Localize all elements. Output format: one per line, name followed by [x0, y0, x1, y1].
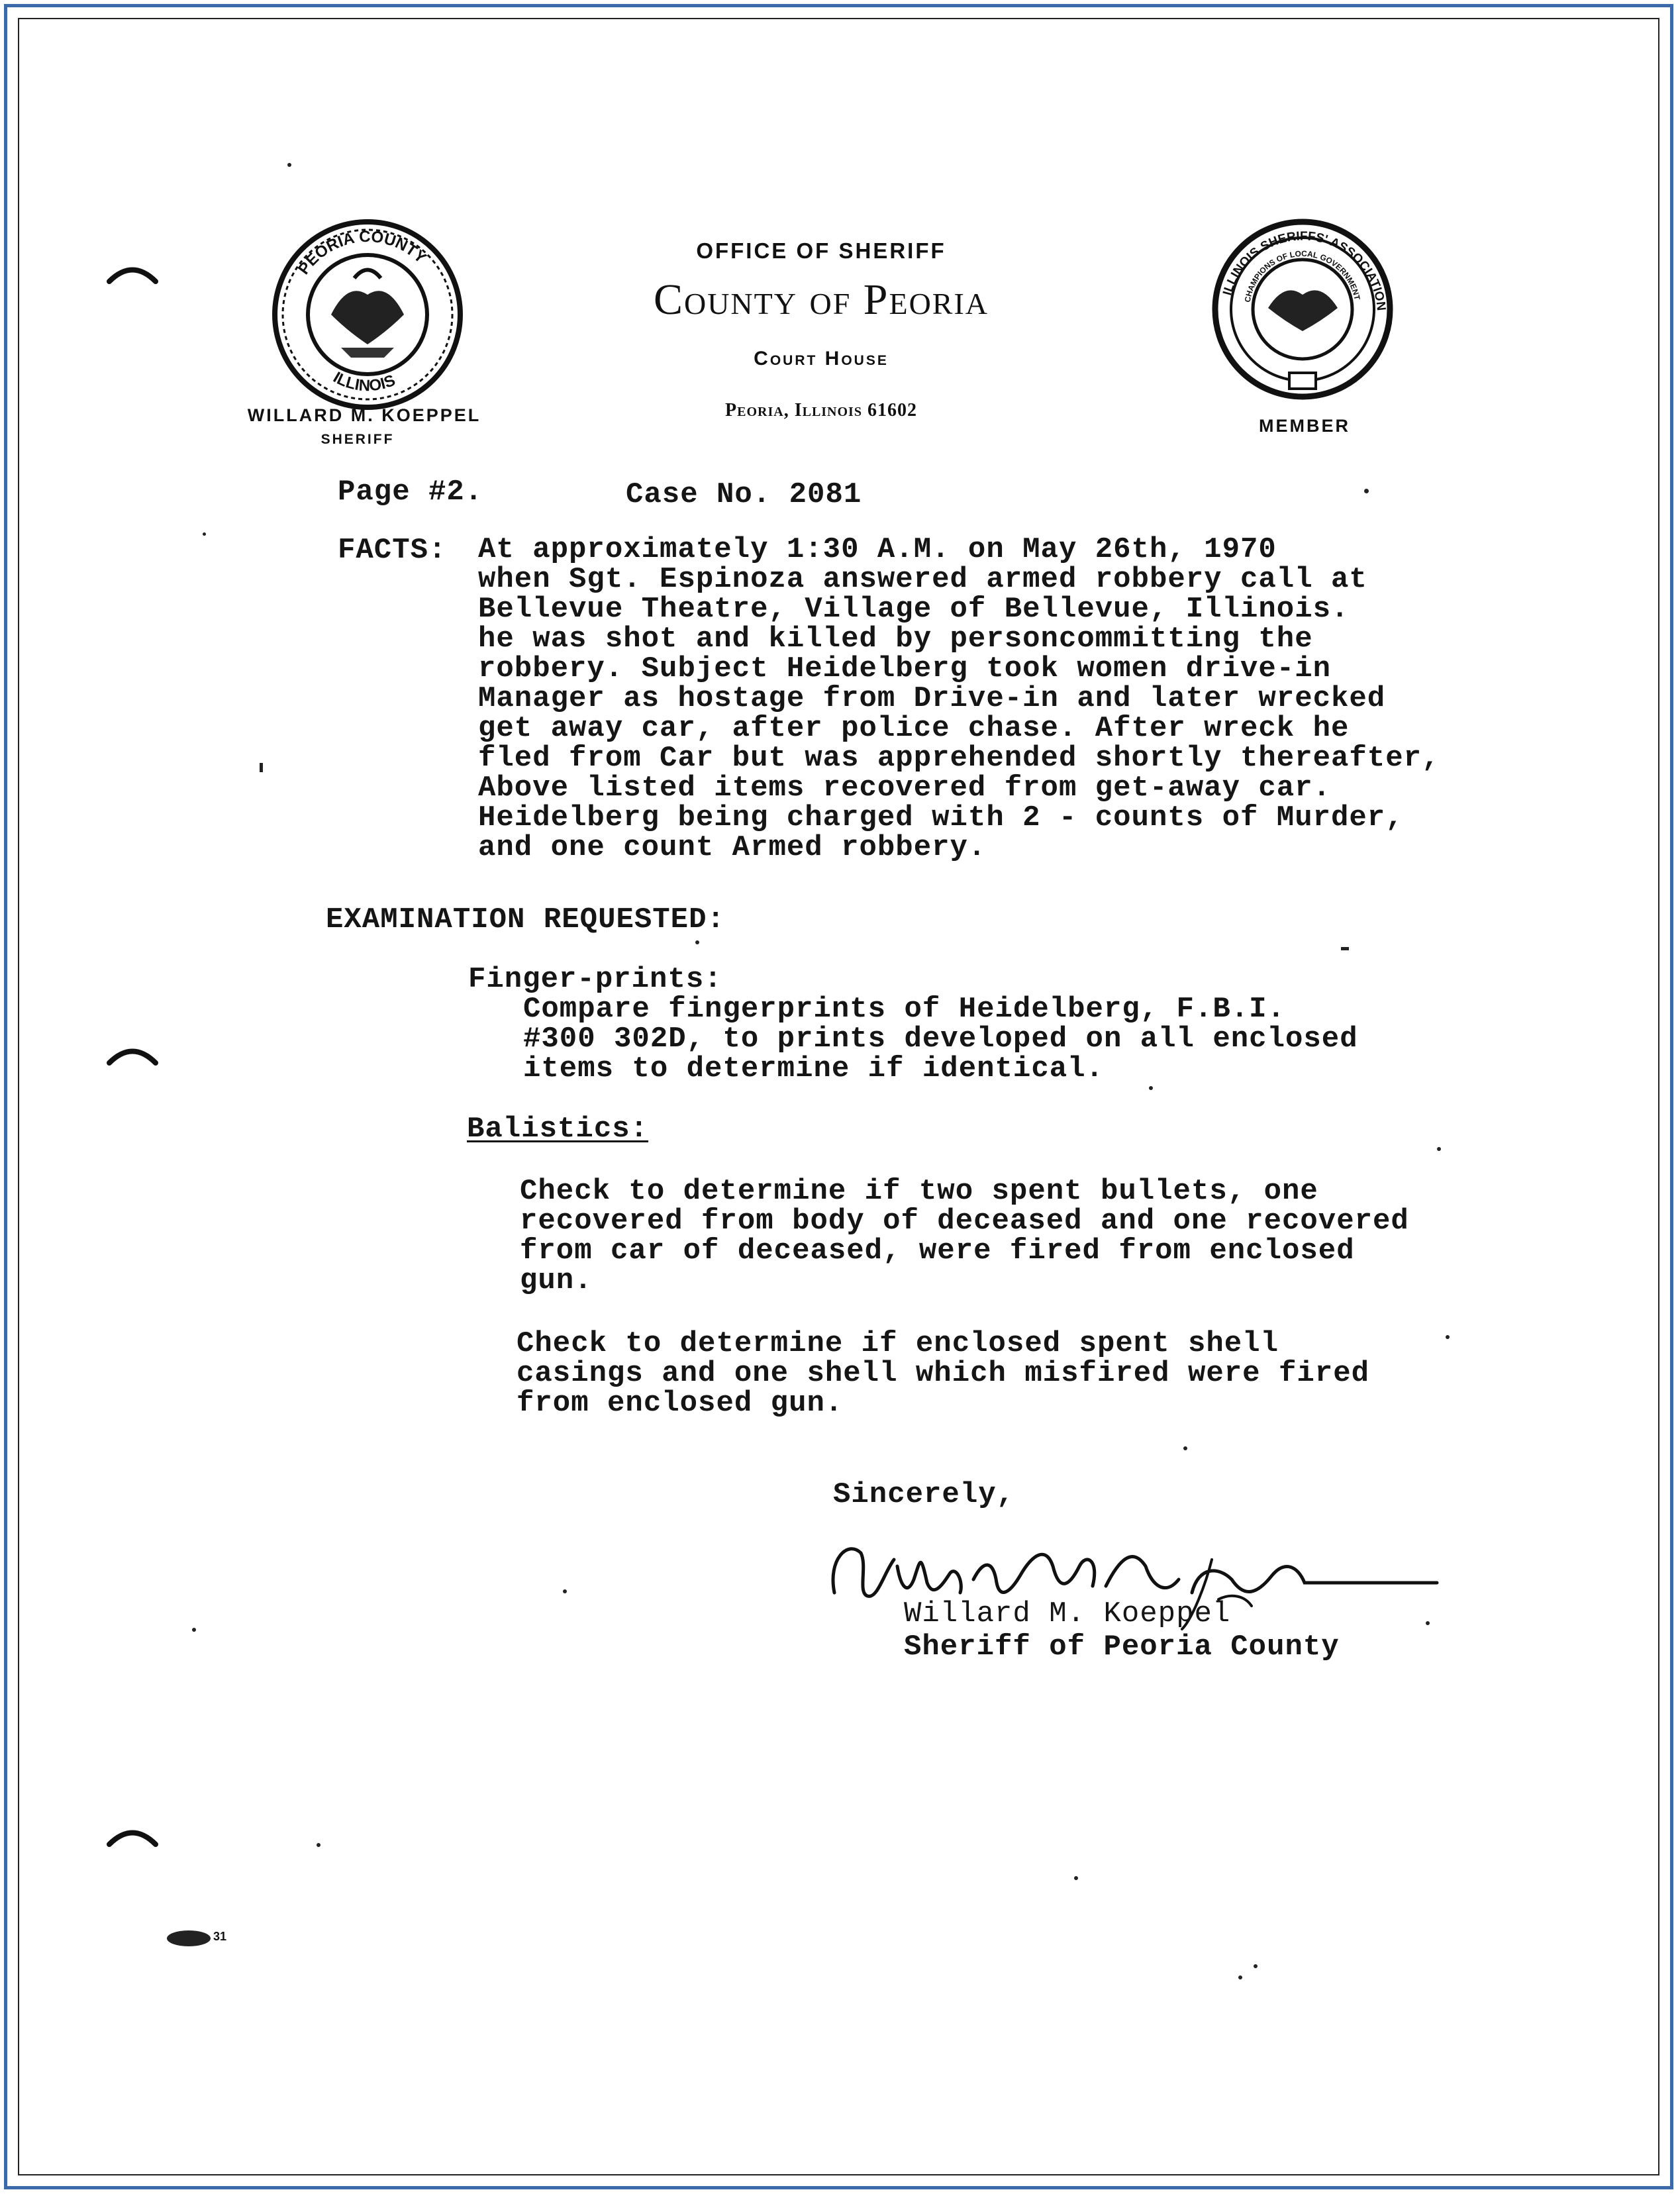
facts-line: get away car, after police chase. After wreck he [478, 712, 1350, 745]
punch-mark [106, 262, 159, 291]
facts-line: At approximately 1:30 A.M. on May 26th, 1970 [478, 533, 1277, 566]
page-number: Page #2. [338, 475, 483, 509]
svg-text:ILLINOIS: ILLINOIS [330, 368, 398, 395]
facts-line: Heidelberg being charged with 2 - counts of Murder, [478, 801, 1404, 834]
svg-text:ILLINOIS SHERIFFS' ASSOCIATION: ILLINOIS SHERIFFS' ASSOCIATION [1220, 229, 1388, 312]
ballistics-line: Check to determine if enclosed spent shell [517, 1327, 1279, 1360]
page-border [4, 4, 1673, 2189]
svg-text:CHAMPIONS OF LOCAL GOVERNMENT: CHAMPIONS OF LOCAL GOVERNMENT [1242, 248, 1362, 303]
salutation: Sincerely, [833, 1478, 1015, 1511]
svg-text:PEORIA COUNTY: PEORIA COUNTY [295, 227, 430, 278]
facts-body [478, 535, 1440, 863]
case-number: Case No. 2081 [626, 478, 862, 511]
exam-heading: EXAMINATION REQUESTED: [326, 903, 725, 936]
fingerprints-line: #300 302D, to prints developed on all enclosed [523, 1023, 1358, 1056]
form-code: 31 [213, 1930, 227, 1943]
facts-line: and one count Armed robbery. [478, 831, 987, 864]
member-label: MEMBER [1259, 416, 1350, 436]
ballistics-line: from enclosed gun. [517, 1387, 844, 1420]
sheriff-title: SHERIFF [321, 432, 395, 447]
form-code-mark [166, 1928, 238, 1948]
ballistics-paragraph-1 [520, 1177, 1409, 1296]
facts-line: Manager as hostage from Drive-in and later wrecked [478, 682, 1386, 715]
peoria-county-seal [268, 215, 467, 414]
facts-label: FACTS: [338, 534, 447, 567]
city-address: Peoria, Illinois 61602 [725, 400, 917, 421]
office-title: OFFICE OF SHERIFF [696, 238, 946, 263]
ballistics-line: casings and one shell which misfired were fired [517, 1357, 1370, 1390]
building-name: Court House [754, 348, 889, 370]
page-inner-border [18, 18, 1659, 2175]
ballistics-line: Check to determine if two spent bullets, one [520, 1175, 1318, 1208]
facts-line: he was shot and killed by personcommitting the [478, 623, 1313, 656]
fingerprints-body [523, 995, 1358, 1084]
fingerprints-label: Finger-prints: [468, 963, 722, 996]
facts-line: robbery. Subject Heidelberg took women drive-in [478, 652, 1332, 685]
fingerprints-line: items to determine if identical. [523, 1052, 1104, 1085]
fingerprints-line: Compare fingerprints of Heidelberg, F.B.I. [523, 993, 1285, 1026]
facts-line: when Sgt. Espinoza answered armed robbery call at [478, 563, 1367, 596]
facts-line: fled from Car but was apprehended shortly thereafter, [478, 742, 1440, 775]
ballistics-paragraph-2 [517, 1329, 1369, 1419]
ballistics-line: gun. [520, 1264, 593, 1297]
ballistics-label: Balistics: [467, 1113, 649, 1146]
county-title: County of Peoria [653, 275, 989, 324]
facts-line: Bellevue Theatre, Village of Bellevue, Illinois. [478, 593, 1350, 626]
facts-line: Above listed items recovered from get-away car. [478, 772, 1332, 805]
sheriff-name: WILLARD M. KOEPPEL [247, 405, 481, 425]
punch-mark [106, 1824, 159, 1854]
ballistics-line: from car of deceased, were fired from enclosed [520, 1234, 1355, 1268]
sheriffs-association-seal [1209, 215, 1397, 404]
ballistics-line: recovered from body of deceased and one recovered [520, 1205, 1409, 1238]
punch-mark [106, 1043, 159, 1073]
signer-title: Sheriff of Peoria County [904, 1630, 1340, 1664]
signer-name: Willard M. Koeppel [904, 1597, 1231, 1630]
